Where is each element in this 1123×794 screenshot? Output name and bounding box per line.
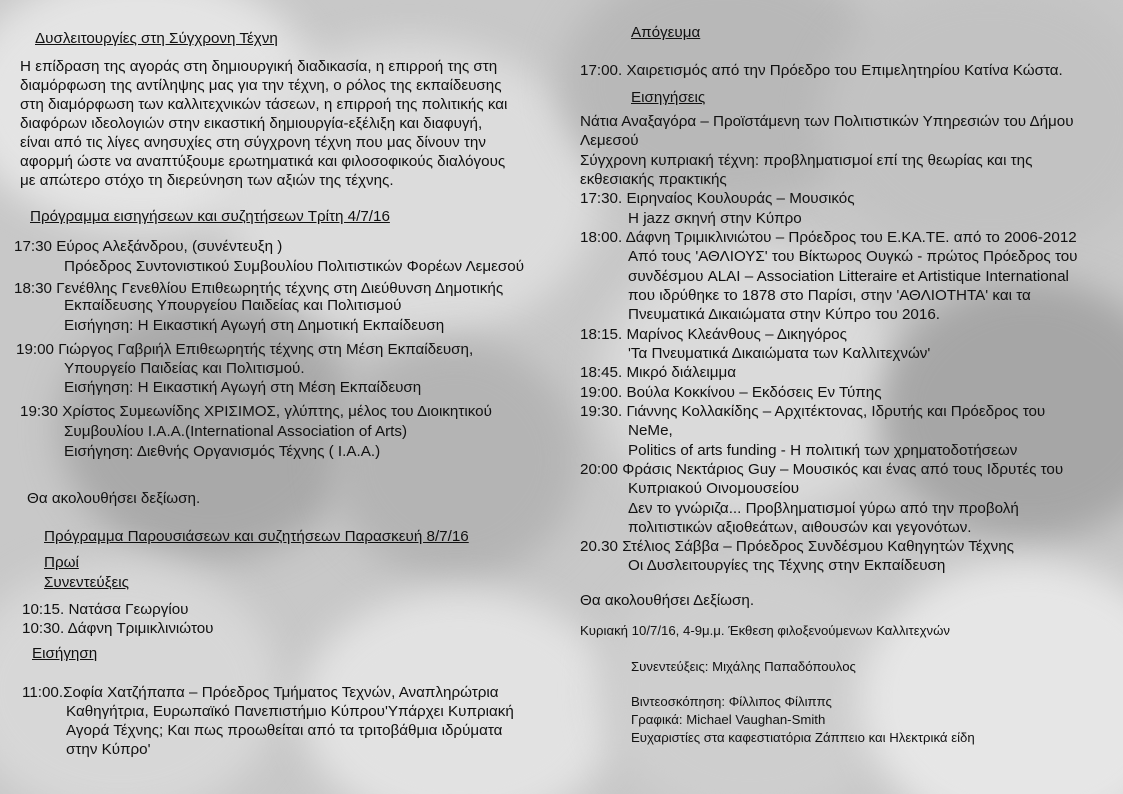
intro-line: με απώτερο στόχο τη διερεύνηση των αξιών της τέχνης. xyxy=(20,172,394,189)
talk-line: που ιδρύθηκε το 1878 στο Παρίσι, στην 'ΑΘΛΙΟΤΗΤΑ' και τα xyxy=(628,287,1031,304)
talk-line: Από τους 'ΑΘΛΙΟΥΣ' του Βίκτωρος Ουγκώ - πρώτος Πρόεδρος του xyxy=(628,248,1078,265)
talk-line: 19:00. Βούλα Κοκκίνου – Εκδόσεις Εν Τύπης xyxy=(580,384,882,401)
greeting-entry: 17:00. Χαιρετισμός από την Πρόεδρο του Επιμελητηρίου Κατίνα Κώστα. xyxy=(580,62,1063,79)
talk-line: 'Τα Πνευματικά Δικαιώματα των Καλλιτεχνών' xyxy=(628,345,931,362)
credit-interviews: Συνεντεύξεις: Μιχάλης Παπαδόπουλος xyxy=(631,659,856,674)
interview-entry: 10:15. Νατάσα Γεωργίου xyxy=(22,601,189,618)
credit-video: Βιντεοσκόπηση: Φίλλιπος Φίλιππς xyxy=(631,694,832,709)
talk-line: 18:15. Μαρίνος Κλεάνθους – Δικηγόρος xyxy=(580,326,847,343)
talk-heading: Εισήγηση xyxy=(32,645,98,662)
intro-line: στη διαμόρφωση των καλλιτεχνικών τάσεων, η επιρροή της πολιτικής και xyxy=(20,96,508,113)
talk-line: 17:30. Ειρηναίος Κουλουράς – Μουσικός xyxy=(580,190,855,207)
program-entry-detail: Εισήγηση: Η Εικαστική Αγωγή στη Δημοτική Εκπαίδευση xyxy=(64,317,445,334)
talk-line: Οι Δυσλειτουργίες της Τέχνης στην Εκπαίδευση xyxy=(628,557,946,574)
talk-line: εκθεσιακής πρακτικής xyxy=(580,171,727,188)
program-entry-detail: Εισήγηση: Διεθνής Οργανισμός Τέχνης ( Ι.Α.Α.) xyxy=(64,443,381,460)
interviews-heading: Συνεντεύξεις xyxy=(44,574,129,591)
program-entry: 19:00 Γιώργος Γαβριήλ Επιθεωρητής τέχνης στη Μέση Εκπαίδευση, xyxy=(16,341,474,358)
intro-line: διαμόρφωση της αντίληψης μας για την τέχνη, ο ρόλος της εκπαίδευσης xyxy=(20,77,502,94)
talk-line: Πνευματικά Δικαιώματα στην Κύπρο του 2016. xyxy=(628,306,940,323)
credit-graphics: Γραφικά: Michael Vaughan-Smith xyxy=(631,712,826,727)
intro-line: διαφόρων ιδεολογιών στην εικαστική δημιουργία-εξέλιξη και διαφυγή, xyxy=(20,115,483,132)
talk-line: Σύγχρονη κυπριακή τέχνη: προβληματισμοί επί της θεωρίας και της xyxy=(580,152,1033,169)
talk-line: στην Κύπρο' xyxy=(66,741,151,758)
intro-line: αφορμή ώστε να αναπτύξουμε ερωτηματικά και φιλοσοφικούς διαλόγους xyxy=(20,153,506,170)
left-panel xyxy=(0,0,560,794)
talk-line: Politics of arts funding - Η πολιτική των χρηματοδοτήσεων xyxy=(628,442,1018,459)
talk-line: Κυπριακού Οινομουσείου xyxy=(628,480,800,497)
morning-heading: Πρωί xyxy=(44,554,79,571)
program-entry: 19:30 Χρίστος Συμεωνίδης ΧΡΙΣΙΜΟΣ, γλύπτης, μέλος του Διοικητικού xyxy=(20,403,492,420)
program-entry-detail: Συμβουλίου Ι.Α.Α.(International Association of Arts) xyxy=(64,423,408,440)
reception-note: Θα ακολουθήσει δεξίωση. xyxy=(27,490,201,507)
talk-line: Η jazz σκηνή στην Κύπρο xyxy=(628,210,802,227)
program1-heading: Πρόγραμμα εισηγήσεων και συζητήσεων Τρίτη 4/7/16 xyxy=(30,208,390,225)
talk-line: Νάτια Αναξαγόρα – Προϊστάμενη των Πολιτιστικών Υπηρεσιών του Δήμου xyxy=(580,113,1074,130)
talk-line: Αγορά Τέχνης; Και πως προωθείται από τα τριτοβάθμια ιδρύματα xyxy=(66,722,503,739)
program-entry-detail: Υπουργείο Παιδείας και Πολιτισμού. xyxy=(64,360,305,377)
right-panel xyxy=(560,0,1123,794)
sunday-exhibition: Κυριακή 10/7/16, 4-9μ.μ. Έκθεση φιλοξενούμενων Καλλιτεχνών xyxy=(580,623,950,638)
reception-note: Θα ακολουθήσει Δεξίωση. xyxy=(580,592,755,609)
talk-line: Λεμεσού xyxy=(580,132,639,149)
talk-line: Δεν το γνώριζα... Προβληματισμοί γύρω από την προβολή xyxy=(628,500,1019,517)
talk-line: συνδέσμου ALAI – Association Litteraire et Artistique International xyxy=(628,268,1069,285)
section-heading: Δυσλειτουργίες στη Σύγχρονη Τέχνη xyxy=(35,30,278,47)
talk-line: 19:30. Γιάννης Κολλακίδης – Αρχιτέκτονας, Ιδρυτής και Πρόεδρος του xyxy=(580,403,1046,420)
program-entry: 18:30 Γενέθλης Γενεθλίου Επιθεωρητής τέχνης στη Διεύθυνση Δημοτικής xyxy=(14,280,504,297)
talk-line: NeMe, xyxy=(628,422,673,439)
program2-heading: Πρόγραμμα Παρουσιάσεων και συζητήσεων Παρασκευή 8/7/16 xyxy=(44,528,469,545)
interview-entry: 10:30. Δάφνη Τριμικλινιώτου xyxy=(22,620,214,637)
credit-thanks: Ευχαριστίες στα καφεστιατόρια Ζάππειο και Ηλεκτρικά είδη xyxy=(631,730,975,745)
talk-line: Καθηγήτρια, Ευρωπαϊκό Πανεπιστήμιο Κύπρου'Υπάρχει Κυπριακή xyxy=(66,703,514,720)
program-entry-detail: Εκπαίδευσης Υπουργείου Παιδείας και Πολιτισμού xyxy=(64,297,402,314)
talk-line: πολιτιστικών αξιοθεάτων, αιθουσών και γεγονότων. xyxy=(628,519,972,536)
intro-line: είναι από τις λίγες ανησυχίες στη σύγχρονη τέχνη που μας δίνουν την xyxy=(20,134,486,151)
talk-line: 20.30 Στέλιος Σάββα – Πρόεδρος Συνδέσμου Καθηγητών Τέχνης xyxy=(580,538,1014,555)
program-entry: 17:30 Εύρος Αλεξάνδρου, (συνέντευξη ) xyxy=(14,238,283,255)
program-entry-detail: Πρόεδρος Συντονιστικού Συμβουλίου Πολιτιστικών Φορέων Λεμεσού xyxy=(64,258,525,275)
program-entry-detail: Εισήγηση: Η Εικαστική Αγωγή στη Μέση Εκπαίδευση xyxy=(64,379,422,396)
talk-line: 20:00 Φράσις Νεκτάριος Guy – Μουσικός και ένας από τους Ιδρυτές του xyxy=(580,461,1064,478)
talk-line: 18:45. Μικρό διάλειμμα xyxy=(580,364,736,381)
talk-line: 11:00.Σοφία Χατζήπαπα – Πρόεδρος Τμήματος Τεχνών, Αναπληρώτρια xyxy=(22,684,499,701)
talk-line: 18:00. Δάφνη Τριμικλινιώτου – Πρόεδρος του Ε.ΚΑ.ΤΕ. από το 2006-2012 xyxy=(580,229,1077,246)
intro-line: Η επίδραση της αγοράς στη δημιουργική διαδικασία, η επιρροή της στη xyxy=(20,58,498,75)
afternoon-heading: Απόγευμα xyxy=(631,24,701,41)
talks-heading: Εισηγήσεις xyxy=(631,89,706,106)
